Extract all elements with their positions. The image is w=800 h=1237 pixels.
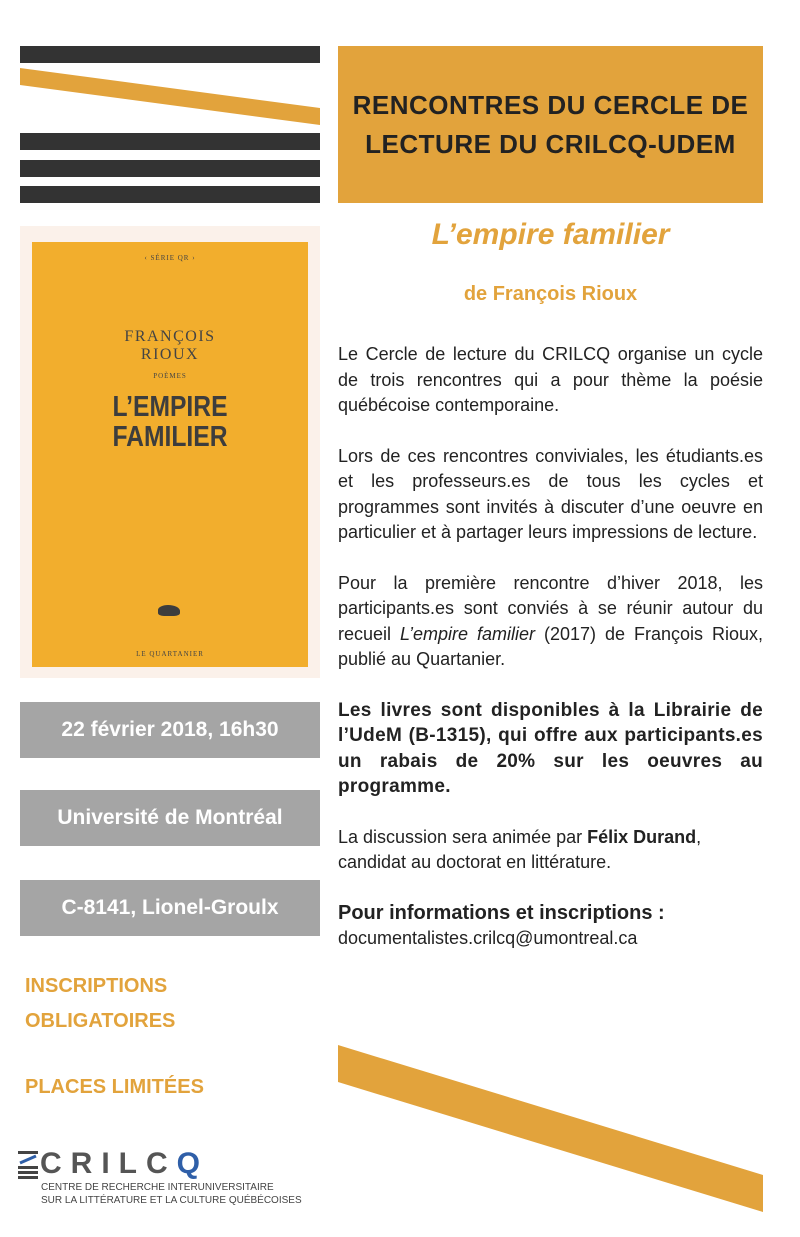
text: (2017) de François Rioux, publié au Quartanier. bbox=[338, 623, 763, 669]
paragraph-bookstore: Les livres sont disponibles à la Librairie de l’UdeM (B-1315), qui offre aux participants.es un rabais de 20% sur les oeuvres au programme. bbox=[338, 699, 763, 797]
book-cover bbox=[20, 226, 320, 678]
event-title: RENCONTRES DU CERCLE DE LECTURE DU CRILCQ-UDEM bbox=[352, 89, 749, 159]
cover-author-last: RIOUX bbox=[140, 346, 200, 363]
cover-publisher: LE QUARTANIER bbox=[136, 650, 204, 658]
logo-subtitle-1: CENTRE DE RECHERCHE INTERUNIVERSITAIRE bbox=[41, 1182, 274, 1193]
header-box bbox=[338, 46, 763, 203]
cover-author-first: FRANÇOIS bbox=[124, 328, 216, 345]
text: , candidat au doctorat en littérature. bbox=[338, 826, 702, 872]
paragraph-book bbox=[338, 571, 763, 673]
cover-series: ‹ SÉRIE QR › bbox=[144, 254, 196, 262]
book-title-inline: L’empire familier bbox=[400, 623, 536, 644]
description bbox=[338, 342, 763, 952]
registration-note: INSCRIPTIONS bbox=[25, 975, 168, 997]
limited-seats-note: PLACES LIMITÉES bbox=[25, 1076, 204, 1098]
event-place: Université de Montréal bbox=[20, 790, 320, 846]
publisher-animal-icon bbox=[158, 605, 180, 616]
host-name: Félix Durand bbox=[587, 826, 697, 847]
logo-name: CRILC bbox=[40, 1147, 177, 1180]
text: Pour la première rencontre d’hiver 2018, les participants.es sont conviés à se réunir autour du recueil bbox=[338, 572, 763, 644]
info-heading: Pour informations et inscriptions : bbox=[338, 901, 665, 924]
paragraph-intro: Le Cercle de lecture du CRILCQ organise un cycle de trois rencontres qui a pour thème la poésie québécoise contemporaine. bbox=[338, 344, 763, 415]
logo-q: Q bbox=[176, 1147, 200, 1180]
cover-genre: POÈMES bbox=[153, 372, 187, 380]
cover-title-line1: L’EMPIRE bbox=[112, 391, 228, 423]
logo-subtitle-2: SUR LA LITTÉRATURE ET LA CULTURE QUÉBÉCOISES bbox=[41, 1195, 302, 1206]
logo-stripes-icon bbox=[18, 1149, 40, 1179]
book-author: de François Rioux bbox=[463, 283, 638, 305]
diagonal-stripe-top bbox=[20, 68, 320, 125]
contact-email[interactable]: documentalistes.crilcq@umontreal.ca bbox=[338, 928, 638, 948]
text: La discussion sera animée par bbox=[338, 826, 588, 847]
crilcq-logo bbox=[18, 1147, 302, 1207]
book-title: L’empire familier bbox=[431, 218, 670, 251]
diagonal-stripe-bottom bbox=[338, 1045, 763, 1212]
event-date: 22 février 2018, 16h30 bbox=[20, 702, 320, 758]
registration-note: OBLIGATOIRES bbox=[25, 1010, 176, 1032]
paragraph-format: Lors de ces rencontres conviviales, les étudiants.es et les professeurs.es de tous les cycles et programmes sont invités à discuter d’une oeuvre en particulier et à partager leurs impressions de lecture. bbox=[338, 445, 763, 542]
event-room: C-8141, Lionel-Groulx bbox=[20, 880, 320, 936]
cover-title-line2: FAMILIER bbox=[112, 421, 228, 453]
paragraph-host bbox=[338, 825, 763, 876]
